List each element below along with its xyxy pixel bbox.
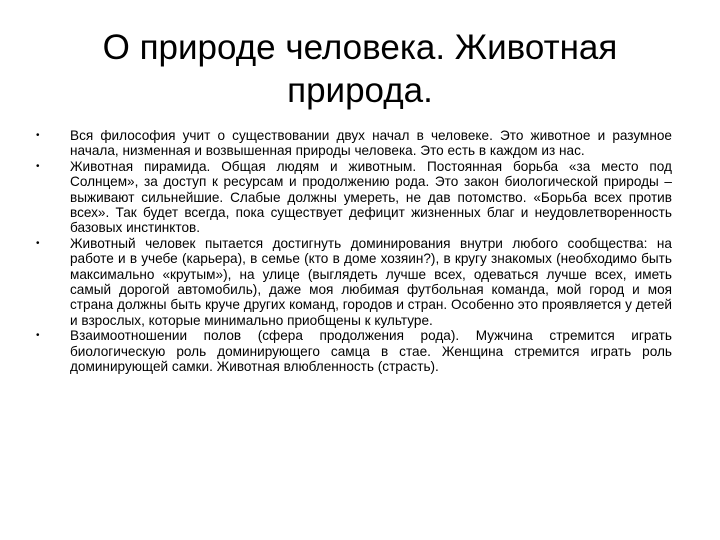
- bullet-text: Животная пирамида. Общая людям и животным. Постоянная борьба «за место под Солнцем», за доступ к ресурсам и продолжению рода. Это закон биологической природы – выживают сильнейшие. Слабые должны умереть, не дав потомство. «Борьба всех против всех». Так будет всегда, пока существует дефицит жизненных благ и неудовлетворенность базовых инстинктов.: [70, 158, 672, 236]
- bullet-dot-icon: •: [36, 237, 40, 249]
- bullet-text: Вся философия учит о существовании двух начал в человеке. Это животное и разумное начала, низменная и возвышенная природы человека. Это есть в каждом из нас.: [70, 128, 672, 159]
- bullet-item: [36, 128, 672, 159]
- bullet-list: [36, 128, 672, 375]
- bullet-dot-icon: •: [36, 330, 40, 342]
- slide-title-line-1: О природе человека. Животная: [102, 28, 618, 67]
- slide-title-line-2: природа.: [287, 71, 433, 110]
- bullet-dot-icon: •: [36, 130, 40, 141]
- bullet-text: Животный человек пытается достигнуть доминирования внутри любого сообщества: на работе и в учебе (карьера), в семье (кто в доме хозяин?), в кругу знакомых (необходимо быть максимально «крутым»), на улице (выглядеть лучше всех, одеваться лучше всех, иметь самый дорогой автомобиль), даже моя любимая футбольная команда, мой город и моя страна должны быть круче других команд, городов и стран. Особенно это проявляется у детей и взрослых, которые минимально приобщены к культуре.: [70, 235, 672, 328]
- bullet-text: Взаимоотношении полов (сфера продолжения рода). Мужчина стремится играть биологическую роль доминирующего самца в стае. Женщина стремится играть роль доминирующей самки. Животная влюбленность (страсть).: [70, 328, 672, 375]
- bullet-dot-icon: •: [36, 160, 40, 172]
- bullet-item: [36, 236, 672, 328]
- bullet-item: [36, 328, 672, 374]
- bullet-item: [36, 159, 672, 236]
- slide-title: [36, 26, 684, 112]
